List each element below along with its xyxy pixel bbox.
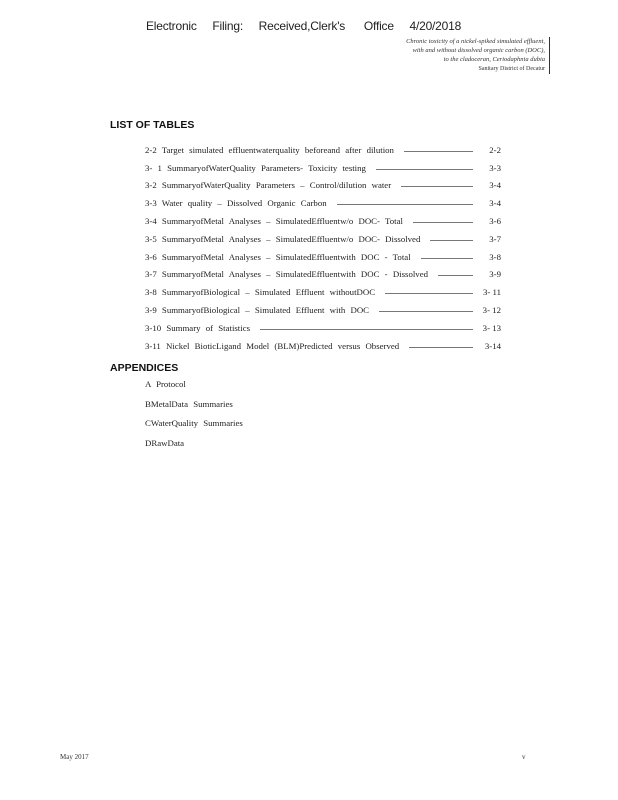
appendices-list [145,379,243,457]
appendix-item: A Protocol [145,379,186,389]
toc-entry-title: 3-3 Water quality – Dissolved Organic Carbon [145,198,327,209]
header-line-1: Chronic toxicity of a nickel-spiked simulated effluent, [406,38,545,45]
toc-entry-title: 3-5 SummaryofMetal Analyses – SimulatedEffluentw/o DOC- Dissolved [145,233,421,244]
toc-entry-title: 3-6 SummaryofMetal Analyses – SimulatedEffluentwith DOC - Total [145,251,411,262]
toc-entry-page: 3- 12 [482,304,501,315]
toc-entry-page: 3-9 [489,269,501,280]
toc-leader-line [438,275,473,276]
toc-entry-page: 3- 11 [483,287,501,298]
toc-entry [145,190,501,208]
toc-entry-page: 3-7 [489,233,501,244]
toc-leader-line [260,329,473,330]
toc-leader-line [376,169,473,170]
footer-date: May 2017 [60,753,89,761]
toc-entry-title: 3- 1 SummaryofWaterQuality Parameters- Toxicity testing [145,162,366,173]
toc-entry-page: 3-4 [489,180,501,191]
toc-leader-line [409,347,473,348]
appendix-item: DRawData [145,437,185,448]
toc-leader-line [413,222,473,223]
toc-leader-line [337,204,473,205]
filing-stamp: Electronic Filing: Received,Clerk's Office 4/20/2018 [146,19,462,33]
toc-entry [145,333,501,351]
toc-entry-page: 3-8 [489,251,501,262]
header-line-2: with and without dissolved organic carbon (DOC), [412,47,545,54]
toc-entry-page: 3- 13 [482,322,501,333]
footer-page-number: v [522,753,526,761]
toc-entry-title: 3-4 SummaryofMetal Analyses – SimulatedEffluentw/o DOC- Total [145,215,403,226]
toc-entry [145,208,501,226]
list-of-tables [145,137,501,351]
toc-entry [145,155,501,173]
toc-leader-line [401,186,473,187]
toc-entry-title: 2-2 Target simulated effluentwaterquality beforeand after dilution [145,144,394,155]
toc-entry [145,315,501,333]
toc-entry-page: 3-6 [489,215,501,226]
toc-entry-page: 3-14 [484,340,501,351]
toc-entry-title: 3-2 SummaryofWaterQuality Parameters – Control/dilution water [145,180,392,191]
header-line-4: Sanitary District of Decatur [478,66,545,72]
appendix-item: BMetalData Summaries [145,398,233,409]
report-header [335,37,550,74]
toc-entry-title: 3-7 SummaryofMetal Analyses – SimulatedEffluentwith DOC - Dissolved [145,269,429,280]
toc-entry-page: 2-2 [489,144,501,155]
toc-entry-title: 3-10 Summary of Statistics [145,322,251,333]
toc-leader-line [430,240,473,241]
header-line-3: to the cladoceran, Ceriodaphnia dubia [443,56,545,63]
toc-entry [145,137,501,155]
toc-entry [145,173,501,191]
toc-leader-line [421,258,473,259]
toc-leader-line [404,151,473,152]
toc-entry [145,262,501,280]
toc-entry [145,279,501,297]
toc-entry-page: 3-3 [489,162,501,173]
toc-leader-line [379,311,473,312]
toc-entry-title: 3-9 SummaryofBiological – Simulated Effluent with DOC [145,304,370,315]
toc-entry-title: 3-8 SummaryofBiological – Simulated Effluent withoutDOC [145,287,376,298]
toc-entry [145,226,501,244]
toc-leader-line [385,293,473,294]
toc-entry-page: 3-4 [489,198,501,209]
appendix-item: CWaterQuality Summaries [145,418,243,429]
appendices-title: APPENDICES [110,362,179,374]
list-of-tables-title: LIST OF TABLES [110,119,195,131]
toc-entry [145,297,501,315]
toc-entry-title: 3-11 Nickel BioticLigand Model (BLM)Predicted versus Observed [145,340,400,351]
toc-entry [145,244,501,262]
